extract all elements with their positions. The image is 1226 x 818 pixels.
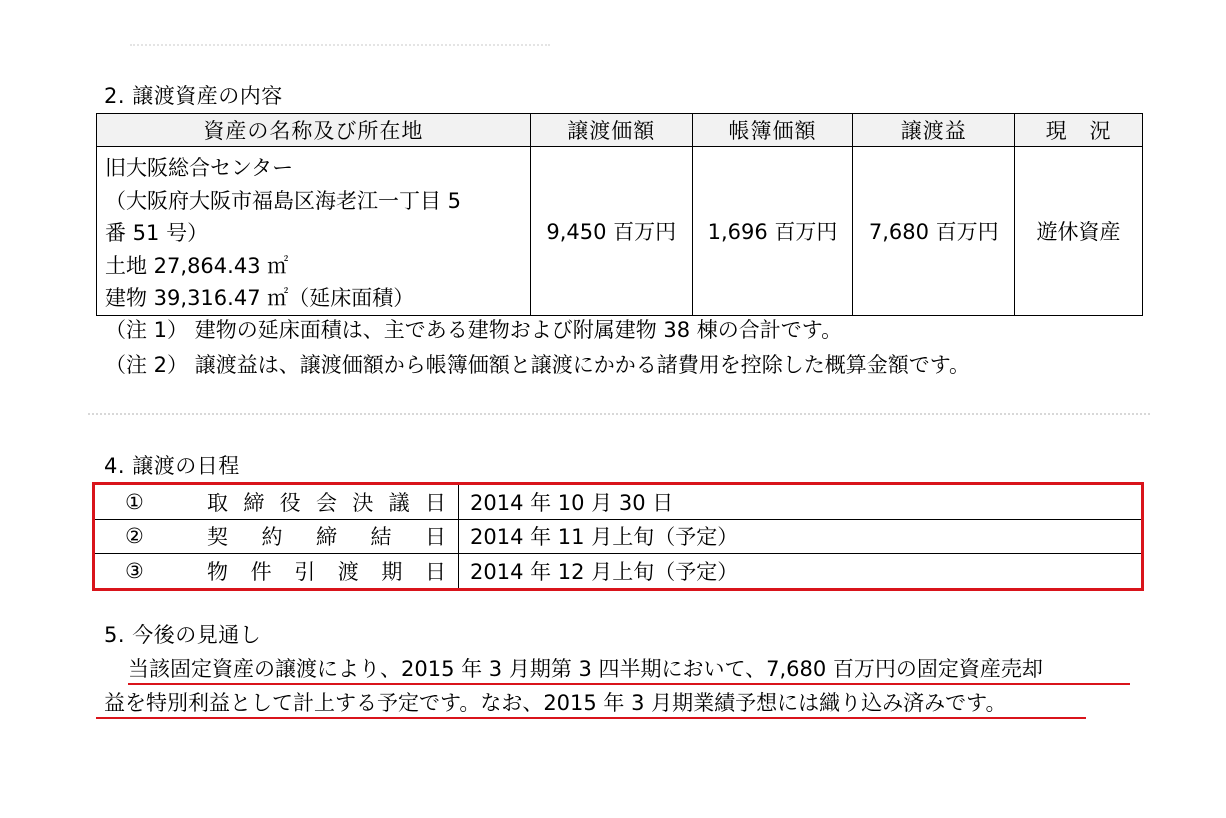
header-transfer-price: 譲渡価額	[530, 114, 692, 147]
asset-land-area: 土地 27,864.43 ㎡	[105, 253, 289, 278]
schedule-highlight-frame	[92, 482, 1144, 591]
schedule-index: ②	[125, 524, 144, 549]
schedule-date: 2014 年 12 月上旬（予定）	[459, 554, 1142, 588]
schedule-label: 契約締結日	[207, 525, 446, 550]
asset-address-line-2: 番 51 号）	[105, 221, 209, 245]
gain-value: 7,680 百万円	[853, 147, 1015, 316]
header-gain: 譲渡益	[853, 114, 1015, 147]
schedule-label-cell	[95, 519, 459, 554]
note-2: （注 2） 譲渡益は、譲渡価額から帳簿価額と譲渡にかかる諸費用を控除した概算金額です。	[105, 353, 971, 377]
schedule-index: ③	[125, 559, 144, 584]
schedule-label-cell	[95, 554, 459, 588]
header-status: 現 況	[1015, 114, 1143, 147]
section-5-heading: 5. 今後の見通し	[104, 623, 262, 647]
header-name-location: 資産の名称及び所在地	[97, 114, 531, 147]
outlook-line-2: 益を特別利益として計上する予定です。なお、2015 年 3 月期業績予想には織り込み済みです。	[104, 691, 1007, 715]
note-1: （注 1） 建物の延床面積は、主である建物および附属建物 38 棟の合計です。	[105, 318, 843, 342]
asset-name: 旧大阪総合センター	[105, 156, 294, 180]
book-value-value: 1,696 百万円	[692, 147, 853, 316]
faint-divider-top	[130, 44, 550, 46]
header-book-value: 帳簿価額	[692, 114, 853, 147]
schedule-label-cell	[95, 485, 459, 519]
asset-table-header-row	[97, 114, 1143, 147]
outlook-underline-2	[96, 717, 1086, 719]
asset-address-line-1: （大阪府大阪市福島区海老江一丁目 5	[105, 188, 462, 213]
asset-table	[96, 113, 1143, 316]
transfer-price-value: 9,450 百万円	[530, 147, 692, 316]
asset-name-location-cell	[97, 147, 531, 316]
asset-building-area: 建物 39,316.47 ㎡（延床面積）	[105, 286, 415, 310]
schedule-date: 2014 年 11 月上旬（予定）	[459, 519, 1142, 554]
schedule-label: 物件引渡期日	[207, 560, 446, 585]
outlook-underline-1	[128, 683, 1130, 685]
section-4-heading: 4. 譲渡の日程	[104, 454, 240, 478]
status-value: 遊休資産	[1015, 147, 1143, 316]
faint-divider	[88, 413, 1150, 415]
section-2-heading: 2. 譲渡資産の内容	[104, 84, 283, 108]
schedule-row	[95, 554, 1141, 588]
asset-table-row	[97, 147, 1143, 316]
schedule-index: ①	[125, 489, 144, 514]
schedule-table	[95, 485, 1141, 588]
schedule-date: 2014 年 10 月 30 日	[459, 485, 1142, 519]
schedule-label: 取締役会決議日	[207, 490, 446, 515]
schedule-row	[95, 519, 1141, 554]
schedule-row	[95, 485, 1141, 519]
outlook-line-1: 当該固定資産の譲渡により、2015 年 3 月期第 3 四半期において、7,680 百万円の固定資産売却	[128, 657, 1043, 681]
